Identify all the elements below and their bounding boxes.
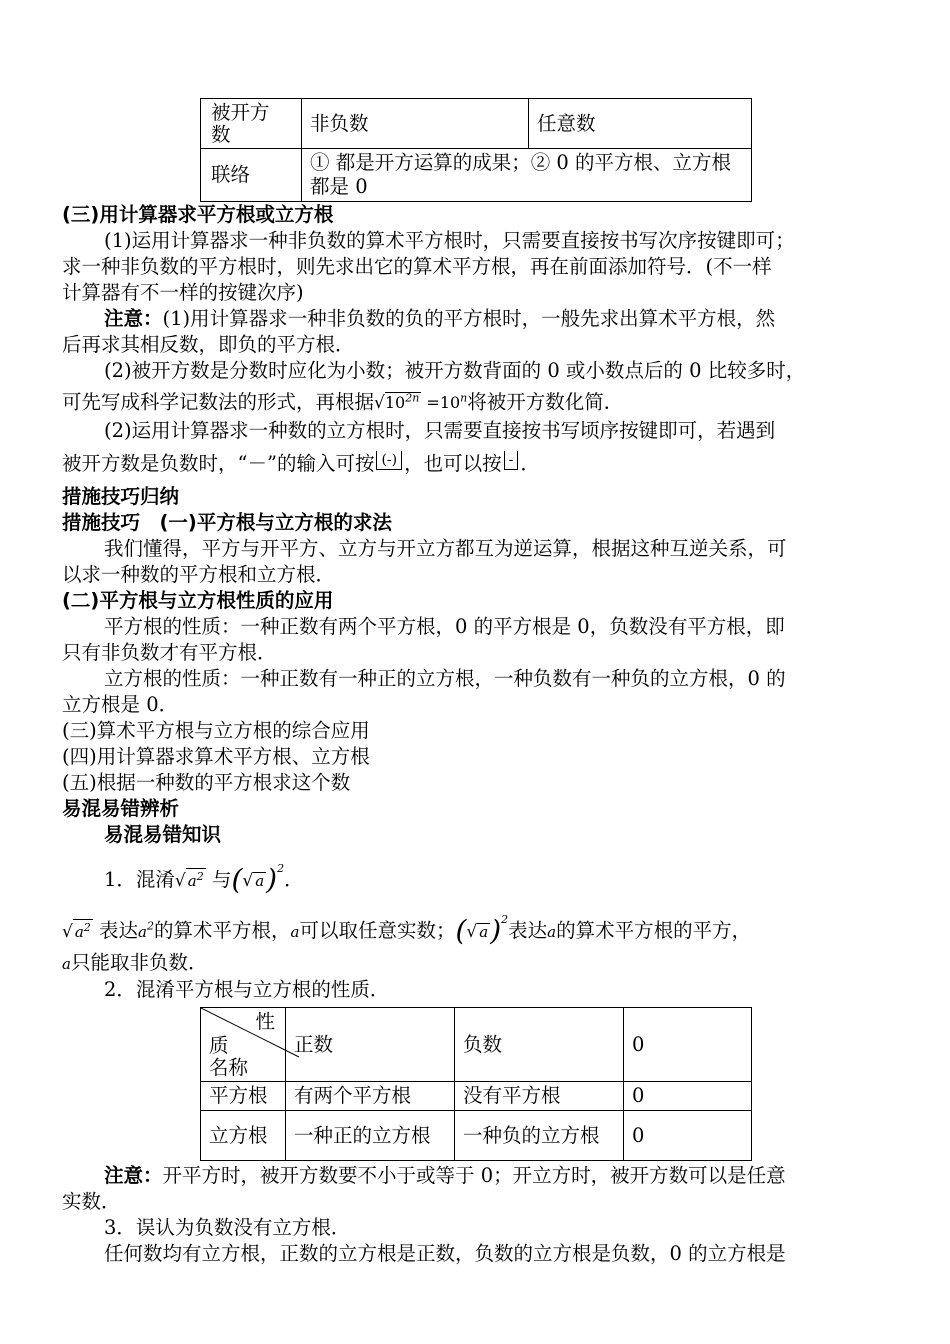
note-line xyxy=(62,306,886,332)
table-header: 正数 xyxy=(286,1008,455,1082)
subsection-heading: (四)用计算器求算术平方根、立方根 xyxy=(62,745,370,769)
table-cell: 有两个平方根 xyxy=(286,1082,455,1111)
table-cell: 任意数 xyxy=(529,99,752,149)
diag-label: 质 xyxy=(209,1034,229,1058)
paragraph-line xyxy=(62,444,886,484)
exponent: 2 xyxy=(277,862,285,876)
paragraph-line: (2)被开方数是分数时应化为小数；被开方数背面的 0 或小数点后的 0 比较多时， xyxy=(104,359,806,382)
paragraph-line: (1)运用计算器求一种非负数的算术平方根时，只需要直接按书写次序按键即可； xyxy=(104,229,795,252)
paragraph-line: 平方根的性质：一种正数有两个平方根，0 的平方根是 0，负数没有平方根，即 xyxy=(104,615,785,639)
note-line xyxy=(62,1163,886,1189)
diag-label: 名称 xyxy=(209,1056,249,1080)
note-label: 注意： xyxy=(104,307,163,330)
table-header: 负数 xyxy=(455,1008,624,1082)
paragraph-line: 3．误认为负数没有立方根． xyxy=(104,1216,351,1240)
paragraph-line: (2)运用计算器求一种数的立方根时，只需要直接按书写顷序按键即可，若遇到 xyxy=(104,419,776,443)
table-cell: 0 xyxy=(624,1111,752,1161)
subsection-heading: 易混易错知识 xyxy=(104,823,222,847)
sqrt-a-squared: √ $a^2$ xyxy=(174,870,204,892)
exponent: 2 xyxy=(83,921,91,935)
section-heading: (三)用计算器求平方根或立方根 xyxy=(62,203,334,226)
minus-key-icon: - xyxy=(504,451,519,470)
sqrt-a-then-squared: (√ a)$^2$ xyxy=(455,913,509,948)
table-cell xyxy=(302,149,752,202)
table-cell: 立方根 xyxy=(201,1111,286,1161)
table-cell xyxy=(201,99,302,149)
section-heading: 易混易错辨析 xyxy=(62,797,180,821)
cell-text: 被开方数 xyxy=(211,100,270,146)
sqrt-expression: $√10^{2n} =10^n$ xyxy=(374,392,468,414)
sqrt-a-squared: √ $a^2$ xyxy=(62,921,91,943)
text: 可先写成科学记数法的形式，再根据 xyxy=(62,390,375,414)
paragraph-line: 2．混淆平方根与立方根的性质． xyxy=(104,978,390,1002)
note-text: 开平方时，被开方数要不小于或等于 0；开立方时，被开方数可以是任意 xyxy=(162,1164,786,1188)
text: 1．混淆 xyxy=(104,868,175,892)
table-cell: 0 xyxy=(624,1082,752,1111)
text: 被开方数是负数时，“－”的输入可按 xyxy=(62,452,375,476)
sqrt-a-then-squared: (√ a)$^2$ xyxy=(231,862,285,897)
text: 与 xyxy=(211,868,232,892)
paragraph-line: 我们懂得，平方与开平方、立方与开立方都互为逆运算，根据这种互逆关系，可 xyxy=(104,537,787,561)
diag-label: 性 xyxy=(255,1010,275,1034)
paragraph-line: 后再求其相反数，即负的平方根． xyxy=(62,333,355,356)
var: a xyxy=(74,923,84,942)
properties-table xyxy=(200,1007,752,1161)
table-cell: 非负数 xyxy=(302,99,529,149)
section-heading: 措施技巧归纳 xyxy=(62,485,180,509)
exponent: 2n xyxy=(405,392,420,405)
exponent: 2 xyxy=(196,870,204,884)
comparison-table xyxy=(200,98,752,202)
paragraph-line: 立方根是 0． xyxy=(62,693,179,717)
table-cell: 平方根 xyxy=(201,1082,286,1111)
paragraph-line: 求一种非负数的平方根时，则先求出它的算术平方根，再在前面添加符号．(不一样 xyxy=(62,255,772,278)
var: a xyxy=(479,923,489,942)
paragraph-line: 实数． xyxy=(62,1190,121,1214)
var: a xyxy=(290,923,300,942)
cell-text: 一种正的立方根 xyxy=(294,1123,431,1147)
table-header: 0 xyxy=(624,1008,752,1082)
paragraph-line xyxy=(62,384,886,418)
paragraph-line: 计算器有不一样的按键次序) xyxy=(62,281,304,304)
paragraph-line: 任何数均有立方根，正数的立方根是正数，负数的立方根是负数，0 的立方根是 xyxy=(104,1242,786,1266)
note-label: 注意： xyxy=(104,1164,163,1188)
paragraph-line xyxy=(62,848,886,902)
var: a xyxy=(138,923,147,942)
text: 的算术平方根， xyxy=(153,919,291,943)
text: ，也可以按 xyxy=(404,452,502,476)
cell-text: ① 都是开方运算的成果；② 0 的平方根、立方根都是 0 xyxy=(310,151,732,198)
table-cell: 没有平方根 xyxy=(455,1082,624,1111)
exponent: 2 xyxy=(146,919,154,933)
paragraph-line xyxy=(62,950,886,977)
paragraph-line: 立方根的性质：一种正数有一种正的立方根，一种负数有一种负的立方根，0 的 xyxy=(104,667,786,691)
text: 可以取任意实数； xyxy=(299,919,456,943)
negative-key-icon: (-) xyxy=(376,451,402,470)
var: a xyxy=(62,955,71,974)
text: 将被开方数化简． xyxy=(467,390,624,414)
table-cell xyxy=(455,1111,624,1161)
diagonal-header-cell xyxy=(201,1008,286,1082)
text: 只能取非负数． xyxy=(70,951,208,975)
text: ． xyxy=(284,868,304,892)
subsection-heading: (三)算术平方根与立方根的综合应用 xyxy=(62,719,370,743)
note-text: (1)用计算器求一种非负数的负的平方根时，一般先求出算术平方根，然 xyxy=(162,307,776,330)
exponent: 2 xyxy=(501,913,509,927)
result: =10 xyxy=(426,393,461,413)
table-row xyxy=(201,1082,752,1111)
document-page xyxy=(62,98,886,1267)
paragraph-line xyxy=(62,902,886,950)
subsection-heading: (五)根据一种数的平方根求这个数 xyxy=(62,771,351,795)
text: 表达 xyxy=(99,919,139,943)
table-row xyxy=(201,1111,752,1161)
subsection-heading: (二)平方根与立方根性质的应用 xyxy=(62,589,334,613)
text: 表达 xyxy=(508,919,548,943)
cell-text: 一种负的立方根 xyxy=(463,1123,600,1147)
subsection-heading: 措施技巧 (一)平方根与立方根的求法 xyxy=(62,511,392,535)
paragraph-line: 以求一种数的平方根和立方根． xyxy=(62,563,336,587)
var: a xyxy=(255,872,265,891)
radicand: 10 xyxy=(384,393,406,413)
var: a xyxy=(547,923,557,942)
table-cell xyxy=(286,1111,455,1161)
text: 的算术平方根的平方， xyxy=(556,919,752,943)
table-cell: 联络 xyxy=(201,149,302,202)
paragraph-line: 只有非负数才有平方根． xyxy=(62,641,277,665)
var: a xyxy=(187,872,197,891)
text: ． xyxy=(520,452,540,476)
exponent: n xyxy=(460,392,468,405)
